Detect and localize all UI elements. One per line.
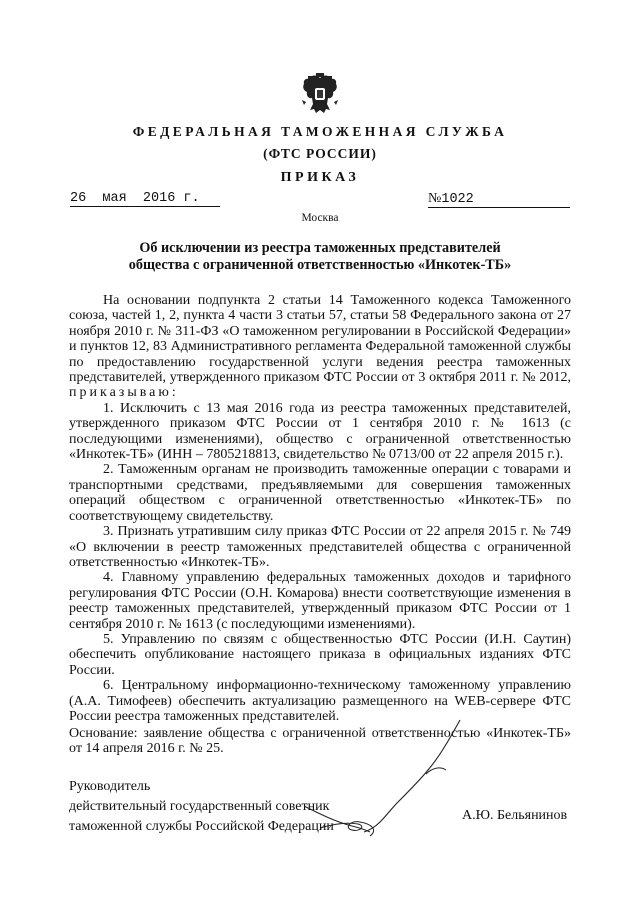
coat-of-arms-emblem bbox=[300, 72, 340, 118]
basis-note: Основание: заявление общества с ограниченной ответственностью «Инкотек-ТБ» от 14 апреля 2016 г. № 25. bbox=[69, 726, 571, 757]
order-word: приказываю: bbox=[69, 385, 179, 401]
document-type: ПРИКАЗ bbox=[280, 170, 360, 185]
order-item: 6. Центральному информационно-техническому таможенному управлению (А.А. Тимофеев) обеспечить актуализацию размещенного на WEB-сервере ФТС России реестра таможенных представителей. bbox=[69, 678, 571, 724]
order-heading bbox=[0, 240, 640, 274]
position-line-1: Руководитель bbox=[69, 779, 151, 794]
signatory-position bbox=[69, 777, 334, 837]
number-sign: № bbox=[428, 191, 442, 206]
position-line-2: действительный государственный советник bbox=[69, 799, 330, 814]
order-number-field bbox=[428, 190, 570, 208]
order-date: 26 мая 2016 г. bbox=[70, 192, 220, 207]
order-number: 1022 bbox=[441, 192, 474, 207]
preamble bbox=[69, 293, 571, 401]
order-item: 3. Признать утратившим силу приказ ФТС России от 22 апреля 2015 г. № 749 «О включении в реестр таможенных представителей общества с ограниченной ответственностью «Инкотек-ТБ». bbox=[69, 524, 571, 570]
order-body bbox=[69, 293, 571, 724]
order-item: 5. Управлению по связям с общественностью ФТС России (И.Н. Саутин) обеспечить опубликование настоящего приказа в официальных изданиях ФТС России. bbox=[69, 631, 571, 678]
handwritten-signature bbox=[300, 718, 500, 843]
agency-abbreviation: (ФТС РОССИИ) bbox=[263, 146, 377, 161]
order-item: 2. Таможенным органам не производить таможенные операции с товарами и транспортными средствами, предъявляемыми для совершения таможенных операций обществом с ограниченной ответственностью «Инкотек-ТБ» по соответствующему свидетельству. bbox=[69, 462, 571, 524]
agency-name: ФЕДЕРАЛЬНАЯ ТАМОЖЕННАЯ СЛУЖБА bbox=[132, 124, 508, 139]
position-line-3: таможенной службы Российской Федерации bbox=[69, 819, 334, 834]
order-item: 4. Главному управлению федеральных таможенных доходов и тарифного регулирования ФТС России (О.Н. Комарова) внести соответствующие изменения в реестр таможенных представителей, утвержденный приказом ФТС России от 1 сентября 2010 г. № 1613 (с последующими изменениями). bbox=[69, 570, 571, 632]
preamble-text: На основании подпункта 2 статьи 14 Таможенного кодекса Таможенного союза, частей 1, 2, пункта 4 части 3 статьи 57, статьи 58 Федерального закона от 27 ноября 2010 г. № 311-ФЗ «О таможенном регулировании в Российской Федерации» и пунктов 12, 83 Административного регламента Федеральной таможенной службы по предоставлению государственной услуги ведения реестра таможенных представителей, утвержденного приказом ФТС России от 3 октября 2011 г. № 2012, bbox=[69, 293, 571, 386]
heading-line-1: Об исключении из реестра таможенных представителей bbox=[139, 240, 501, 256]
city: Москва bbox=[301, 212, 339, 224]
signatory-name: А.Ю. Бельянинов bbox=[462, 808, 568, 823]
heading-line-2: общества с ограниченной ответственностью «Инкотек-ТБ» bbox=[128, 257, 512, 273]
order-item: 1. Исключить с 13 мая 2016 года из реестра таможенных представителей, утвержденного приказом ФТС России от 1 сентября 2010 г. № 1613 (с последующими изменениями), общество с ограниченной ответственностью «Инкотек-ТБ» (ИНН – 7805218813, свидетельство № 0713/00 от 22 апреля 2015 г.). bbox=[69, 400, 571, 463]
